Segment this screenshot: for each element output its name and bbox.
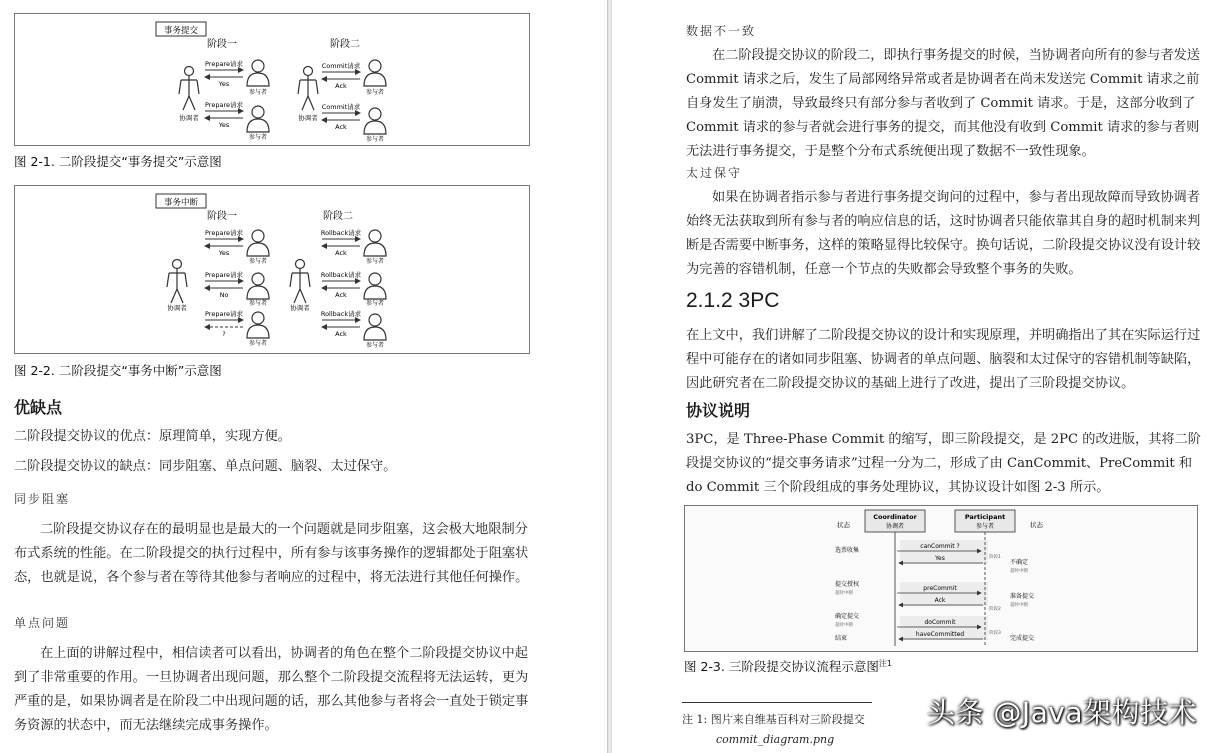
fig1-coordinator-label: 协调者	[179, 114, 199, 122]
figure-2-3-caption-note: 注1	[878, 658, 892, 668]
fig3-right-state: 完成提交	[1010, 635, 1035, 642]
fig1-req1-label: Prepare请求	[205, 101, 243, 109]
fig2-coordinator-label: 协调者	[167, 304, 187, 312]
figure-2-3-diagram	[685, 506, 1197, 651]
fig1-phase1: 阶段一	[207, 39, 237, 50]
fig2-participant-label: 参与者	[248, 258, 268, 265]
participant-icon	[247, 60, 269, 132]
fig3-phase: 阶段1	[989, 555, 1001, 560]
fig1-req1-label: Prepare请求	[205, 60, 243, 68]
fig2-req1-label: Prepare请求	[205, 271, 243, 279]
fig2-resp2-label: Ack	[335, 249, 347, 257]
paragraph-conservative: 如果在协调者指示参与者进行事务提交询问的过程中，参与者出现故障而导致协调者始终无法获取到所有参与者的响应信息的话，这时协调者只能依靠其自身的超时机制来判断是否需要中断事务，这样的策略显得比较保守。换句话说，二阶段提交协议没有设计较为完善的容错机制，任意一个节点的失败都会导致整个事务的失败。	[686, 190, 1201, 277]
section-heading-pros-cons: 优缺点	[14, 398, 63, 417]
fig3-right-state: 准备提交	[1010, 593, 1035, 600]
fig3-left-sub: 超时中断	[835, 623, 853, 628]
fig2-participant-label: 参与者	[248, 340, 268, 347]
fig3-left-state: 确定提交	[835, 613, 860, 620]
paragraph-inconsistency: 在二阶段提交协议的阶段二，即执行事务提交的时候，当协调者向所有的参与者发送 Commit 请求之后，发生了局部网络异常或者是协调者在尚未发送完 Commit 请求之前自身发生了崩溃，导致最终只有部分参与者收到了 Commit 请求。于是，这部分收到了 Commit 请求的参与者就会进行事务的提交，而其他没有收到 Commit 请求的参与者则无法进行事务提交，于是整个分布式系统便出现了数据不一致性现象。	[686, 48, 1200, 159]
fig3-coordinator-cn: 协调者	[885, 523, 905, 530]
fig1-participant-label: 参与者	[248, 89, 268, 96]
figure-2-1	[14, 13, 530, 146]
fig3-state-label-left: 状态	[837, 521, 850, 529]
fig2-phase1: 阶段一	[207, 211, 237, 222]
fig3-msg-yes: Yes	[935, 555, 945, 562]
fig3-left-state: 选票收集	[835, 547, 860, 554]
figure-2-1-caption: 图 2-1. 二阶段提交“事务提交”示意图	[14, 154, 222, 169]
watermark: 头条 @Java架构技术	[926, 696, 1197, 729]
fig3-msg-precommit: preCommit	[923, 585, 957, 592]
fig2-req1-label: Prepare请求	[205, 310, 243, 318]
fig2-resp-yes: Yes	[218, 249, 230, 257]
subheading-conservative: 太过保守	[686, 166, 743, 180]
paragraph-3pc-intro: 在上文中，我们讲解了二阶段提交协议的设计和实现原理，并明确指出了其在实际运行过程中可能存在的诸如同步阻塞、协调者的单点问题、脑裂和太过保守的容错机制等缺陷，因此研究者在二阶段提交协议的基础上进行了改进，提出了三阶段提交协议。	[686, 328, 1201, 391]
footnote-filename: commit_diagram.png	[716, 733, 835, 746]
fig2-coordinator-label: 协调者	[290, 304, 310, 312]
fig1-resp1-label: Yes	[218, 121, 230, 129]
fig2-participant-label: 参与者	[365, 342, 385, 349]
fig3-right-state: 不确定	[1010, 559, 1029, 566]
figure-2-3	[684, 505, 1198, 652]
fig3-state-label-right: 状态	[1030, 521, 1043, 529]
fig1-resp2-label: Ack	[335, 82, 347, 90]
subheading-blocking: 同步阻塞	[14, 492, 71, 506]
coordinator-icon	[179, 67, 199, 111]
fig2-participant-label: 参与者	[248, 300, 268, 307]
fig3-phase: 阶段3	[989, 631, 1001, 636]
fig2-tag: 事务中断	[163, 198, 199, 208]
paragraph-blocking: 二阶段提交协议存在的最明显也是最大的一个问题就是同步阻塞，这会极大地限制分布式系统的性能。在二阶段提交的执行过程中，所有参与该事务操作的逻辑都处于阻塞状态，也就是说，各个参与者在等待其他参与者响应的过程中，将无法进行其他任何操作。	[14, 522, 529, 585]
fig1-participant-label: 参与者	[248, 134, 268, 141]
section-title-3pc: 2.1.2 3PC	[686, 289, 780, 312]
fig1-resp1-label: Yes	[218, 80, 230, 88]
footnote-text: 注 1: 图片来自维基百科对三阶段提交	[682, 713, 865, 726]
figure-2-1-diagram	[15, 14, 529, 145]
fig2-participant-label: 参与者	[365, 258, 385, 265]
fig1-req2-label: Commit请求	[321, 62, 361, 70]
fig2-req1-label: Prepare请求	[205, 229, 243, 237]
right-page	[612, 0, 1219, 753]
footnote	[682, 710, 865, 750]
fig3-phase: 阶段2	[989, 607, 1001, 612]
figure-2-3-caption	[684, 657, 892, 675]
fig3-left-state: 结束	[835, 635, 848, 642]
fig2-resp2-label: Ack	[335, 291, 347, 299]
fig3-msg-havecommitted: haveCommitted	[915, 631, 965, 638]
fig1-participant-label: 参与者	[365, 136, 385, 143]
coordinator-icon	[298, 67, 318, 111]
cons-line: 二阶段提交协议的缺点：同步阻塞、单点问题、脑裂、太过保守。	[14, 459, 397, 474]
fig3-participant: Participant	[964, 513, 1006, 521]
subheading-single-point: 单点问题	[14, 616, 71, 630]
fig2-resp-unknown: ?	[222, 330, 226, 338]
participant-icon	[247, 230, 386, 340]
fig3-coordinator: Coordinator	[873, 513, 917, 521]
figure-2-2-diagram	[15, 186, 529, 353]
fig3-right-sub: 超时中断	[1010, 569, 1028, 574]
paragraph-protocol: 3PC，是 Three-Phase Commit 的缩写，即三阶段提交，是 2PC 的改进版，其将二阶段提交协议的“提交事务请求”过程一分为二，形成了由 CanCommit、PreCommit 和 do Commit 三个阶段组成的事务处理协议，其协议设计如图 2-3 所示。	[686, 432, 1201, 495]
fig1-participant-label: 参与者	[365, 89, 385, 96]
footnote-rule	[682, 702, 872, 703]
fig2-req2-label: Rollback请求	[320, 271, 362, 279]
fig1-resp2-label: Ack	[335, 123, 347, 131]
participant-icon	[364, 60, 386, 134]
paragraph-single-point: 在上面的讲解过程中，相信读者可以看出，协调者的角色在整个二阶段提交协议中起到了非常重要的作用。一旦协调者出现问题，那么整个二阶段提交流程将无法运转，更为严重的是，如果协调者是在阶段二中出现问题的话，那么其他参与者将会一直处于锁定事务资源的状态中，而无法继续完成事务操作。	[14, 646, 529, 733]
fig2-req2-label: Rollback请求	[320, 310, 362, 318]
fig1-tag: 事务提交	[163, 26, 199, 36]
figure-2-3-caption-text: 图 2-3. 三阶段提交协议流程示意图	[684, 659, 879, 674]
fig3-msg-docommit: doCommit	[924, 619, 956, 626]
section-heading-protocol: 协议说明	[686, 401, 751, 420]
fig2-participant-label: 参与者	[365, 300, 385, 307]
fig2-phase2: 阶段二	[323, 211, 353, 222]
fig3-left-sub: 超时中断	[835, 591, 853, 596]
fig3-msg-cancommit: canCommit ?	[920, 543, 960, 550]
fig2-req2-label: Rollback请求	[320, 229, 362, 237]
fig3-left-state: 提交授权	[835, 581, 860, 588]
fig1-req2-label: Commit请求	[321, 103, 361, 111]
fig1-phase2: 阶段二	[330, 39, 360, 50]
subheading-inconsistency: 数据不一致	[686, 24, 757, 38]
pros-line: 二阶段提交协议的优点：原理简单，实现方便。	[14, 429, 291, 444]
fig2-resp2-label: Ack	[335, 330, 347, 338]
fig3-right-sub: 超时中断	[1010, 603, 1028, 608]
fig3-participant-cn: 参与者	[975, 523, 995, 530]
left-page	[0, 0, 607, 753]
figure-2-2-caption: 图 2-2. 二阶段提交“事务中断”示意图	[14, 363, 222, 378]
fig1-coordinator-label: 协调者	[298, 114, 318, 122]
figure-2-2	[14, 185, 530, 354]
fig3-msg-ack: Ack	[934, 597, 946, 604]
fig2-resp-no: No	[219, 291, 229, 299]
